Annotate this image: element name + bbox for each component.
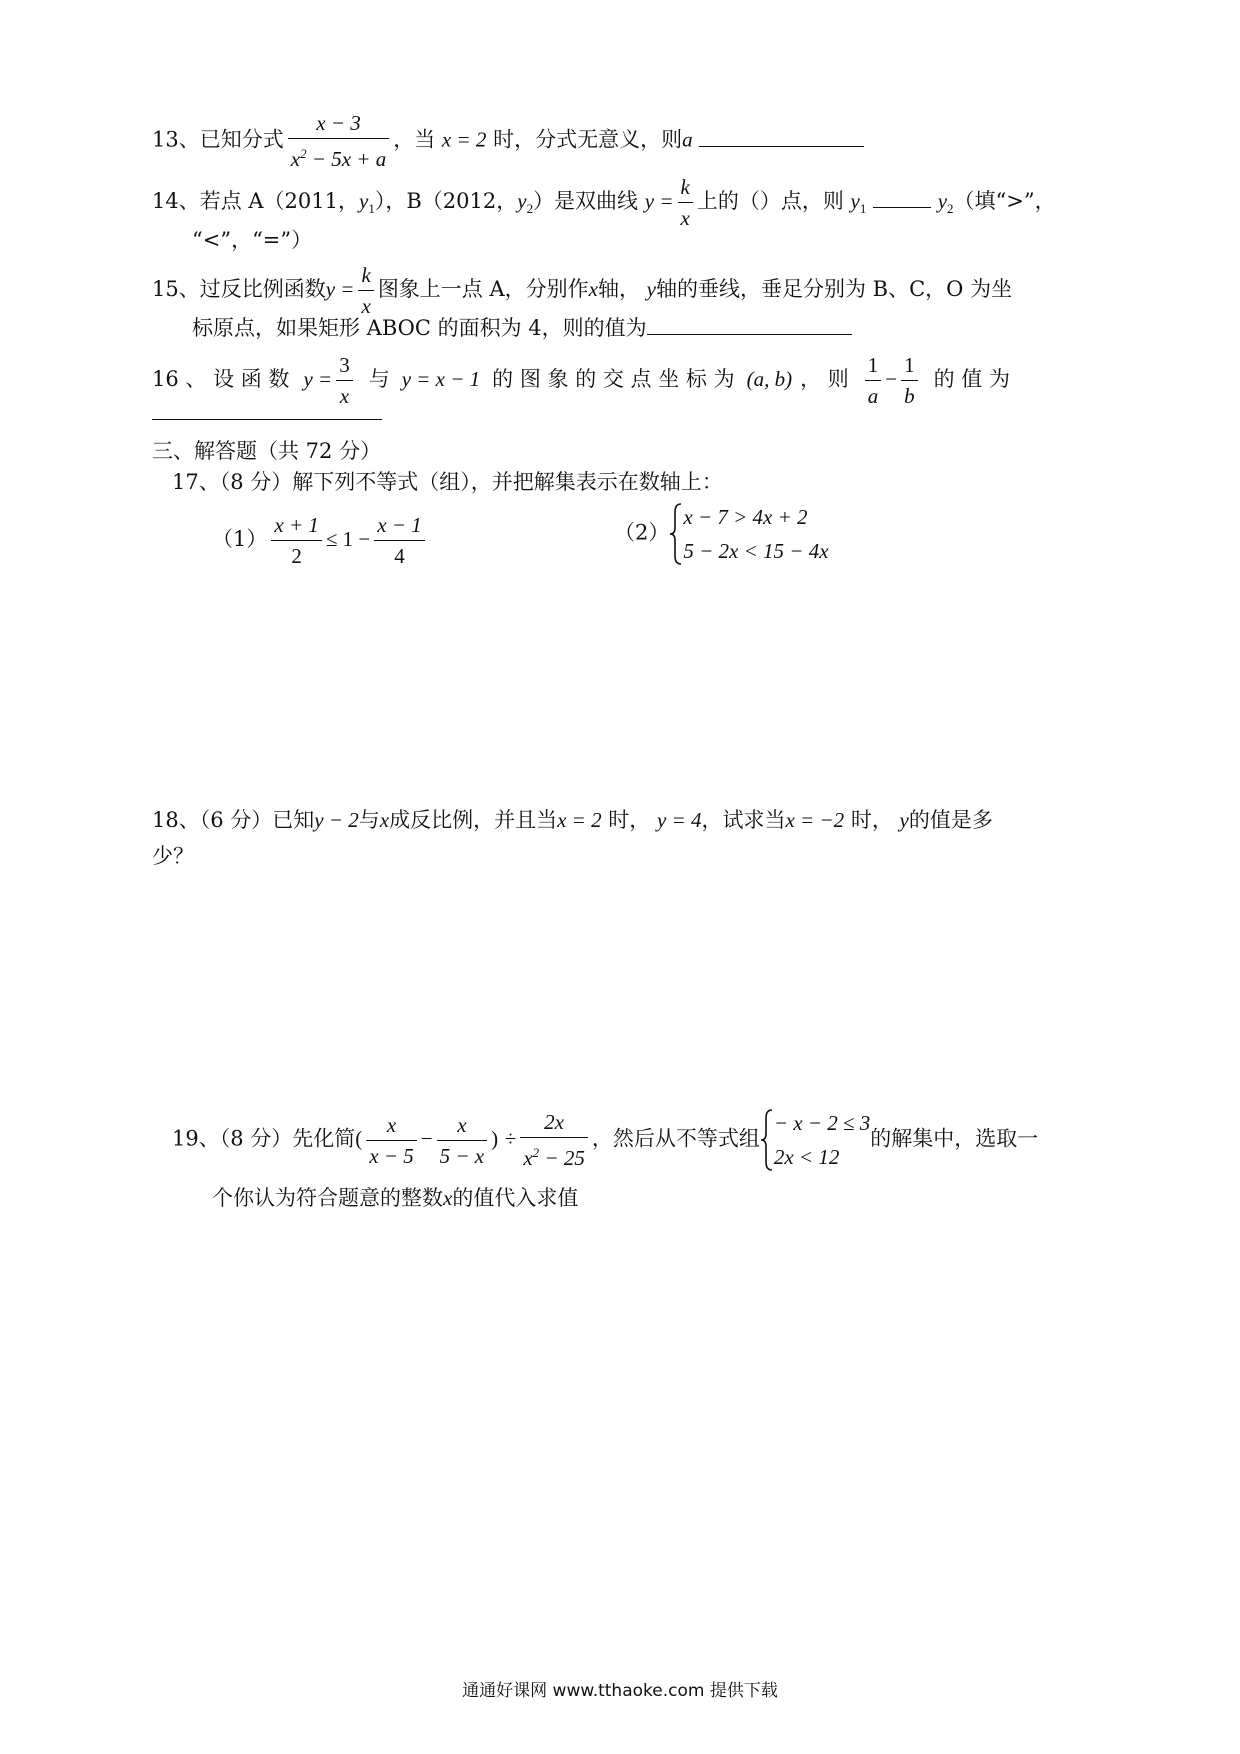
q16-numerator: 3 xyxy=(336,350,353,381)
q15-line2: 标原点，如果矩形 ABOC 的面积为 4，则的值为 xyxy=(192,316,647,340)
q14-prefix: 14、若点 A（2011， xyxy=(152,189,360,213)
q16-fraction-b xyxy=(901,350,918,411)
q18-cond2: y = 4 xyxy=(656,808,702,832)
q14-fraction xyxy=(678,172,693,233)
q15-prefix: 15、过反比例函数 xyxy=(152,277,326,301)
q15-denominator: x xyxy=(361,294,371,318)
q16-function1-lhs: y = xyxy=(303,367,333,391)
section-3-heading: 三、解答题（共 72 分） xyxy=(152,439,382,463)
q18-mid1: 与 xyxy=(358,808,380,832)
q15-mid2: 轴， xyxy=(597,277,640,301)
question-18 xyxy=(152,804,993,834)
q18-tail: 的值是多 xyxy=(908,808,993,832)
q16-frac-b-numerator: 1 xyxy=(901,350,918,381)
q13-post: 时，分式无意义，则 xyxy=(493,127,683,152)
q15-function-lhs: y = xyxy=(325,277,355,301)
q14-mid1: ），B（2012， xyxy=(374,189,518,213)
q17-part1-mid: ≤ 1 − xyxy=(325,527,371,551)
q19-minus: − xyxy=(420,1126,433,1151)
q19-fraction1 xyxy=(366,1110,417,1171)
q19-system-line1: − x − 2 ≤ 3 xyxy=(773,1111,871,1135)
q19-x: x xyxy=(443,1186,453,1210)
q14-y4: y xyxy=(937,189,948,213)
question-19 xyxy=(172,1106,1038,1174)
q19-prefix: 19、（8 分）先化简 xyxy=(172,1126,356,1151)
q17-part1-fraction2 xyxy=(374,510,425,571)
q17-system-line1: x − 7 > 4x + 2 xyxy=(683,505,808,529)
q15-mid: 图象上一点 A，分别作 xyxy=(377,277,589,301)
q16-tail: 的 值 为 xyxy=(933,367,1010,391)
q16-mid2: 的 图 象 的 交 点 坐 标 为 xyxy=(492,367,735,391)
q14-y2: y xyxy=(517,189,527,213)
q16-mid3: ， 则 xyxy=(800,367,849,391)
q17-part2-label: （2） xyxy=(614,520,670,545)
page-footer: 通通好课网 www.tthaoke.com 提供下载 xyxy=(462,1681,778,1701)
q14-y1: y xyxy=(359,189,369,213)
q19-tail: 的解集中，选取一 xyxy=(870,1126,1039,1151)
q19-frac3-denominator: $x^2 - 25$ xyxy=(523,1145,585,1170)
q14-sub4: 2 xyxy=(947,201,954,217)
brace-icon xyxy=(669,502,683,566)
q13-condition: x = 2 xyxy=(441,127,487,152)
q16-denominator: x xyxy=(339,384,350,408)
q13-fraction xyxy=(288,108,390,174)
question-13 xyxy=(152,108,864,174)
q13-prefix: 13、已知分式 xyxy=(152,127,284,152)
q14-line2: “<”，“=”） xyxy=(192,228,313,252)
q17-frac1-numerator: x + 1 xyxy=(271,510,322,541)
q16-function2: y = x − 1 xyxy=(401,367,481,391)
q17-part1-label: （1） xyxy=(212,527,268,551)
q14-denominator: x xyxy=(680,206,690,230)
q16-frac-b-denominator: b xyxy=(904,384,915,408)
q19-frac2-denominator: 5 − x xyxy=(439,1143,485,1168)
q16-mid: 与 xyxy=(368,367,390,391)
q19-left-paren: ( xyxy=(355,1126,363,1151)
q19-divide: ÷ xyxy=(504,1126,517,1151)
q15-tail: 轴的垂线，垂足分别为 B、C，O 为坐 xyxy=(656,277,1013,301)
brace-icon xyxy=(760,1108,774,1172)
q15-x: x xyxy=(588,277,598,301)
q19-mid: ，然后从不等式组 xyxy=(591,1126,760,1151)
q16-answer-blank[interactable] xyxy=(152,419,382,420)
q19-fraction3 xyxy=(520,1107,588,1173)
q14-function-lhs: y = xyxy=(644,189,674,213)
q17-frac2-denominator: 4 xyxy=(394,544,405,568)
q16-fraction xyxy=(336,350,353,411)
q14-sub2: 2 xyxy=(526,201,534,217)
q14-tail: （填“>”， xyxy=(953,189,1056,213)
q15-y: y xyxy=(646,277,656,301)
q13-mid: ，当 xyxy=(393,127,436,152)
q18-y: y xyxy=(899,808,909,832)
q13-denominator: $x^2 - 5x + a$ xyxy=(290,146,387,171)
q17-part1 xyxy=(212,510,429,571)
q15-numerator: k xyxy=(358,260,373,291)
q13-answer-blank[interactable] xyxy=(699,145,864,147)
q17-part2 xyxy=(614,500,829,568)
q17-frac2-numerator: x − 1 xyxy=(374,510,425,541)
q19-system xyxy=(774,1106,870,1174)
q18-expr: y − 2 xyxy=(314,808,359,832)
q19-system-line2: 2x < 12 xyxy=(773,1145,840,1169)
q17-part1-fraction1 xyxy=(271,510,322,571)
q14-mid3: 上的（）点，则 xyxy=(696,189,844,213)
q19-fraction2 xyxy=(437,1110,488,1171)
q17-frac1-denominator: 2 xyxy=(291,544,302,568)
q19-right-paren: ) xyxy=(491,1126,499,1151)
q18-line2: 少？ xyxy=(152,844,194,868)
q19-line2-prefix: 个你认为符合题意的整数 xyxy=(212,1186,443,1210)
q15-line2-wrap xyxy=(192,312,852,342)
question-17-title: 17、（8 分）解下列不等式（组），并把解集表示在数轴上： xyxy=(172,470,723,494)
q14-numerator: k xyxy=(678,172,693,203)
q17-system-line2: 5 − 2x < 15 − 4x xyxy=(683,539,829,563)
q17-system xyxy=(683,500,828,568)
q19-line2-suffix: 的值代入求值 xyxy=(452,1186,579,1210)
q18-prefix: 18、（6 分）已知 xyxy=(152,808,315,832)
q16-fraction-a xyxy=(865,350,882,411)
q14-mid2: ）是双曲线 xyxy=(533,189,639,213)
q14-sub1: 1 xyxy=(368,201,375,217)
q16-minus: − xyxy=(885,367,898,391)
q16-prefix: 16 、 设 函 数 xyxy=(152,367,290,391)
q16-frac-a-numerator: 1 xyxy=(865,350,882,381)
q18-cond1: x = 2 xyxy=(557,808,602,832)
q18-mid4: ，试求当 xyxy=(701,808,786,832)
q18-mid2: 成反比例，并且当 xyxy=(389,808,558,832)
q14-y3: y xyxy=(850,189,860,213)
q19-frac1-numerator: x xyxy=(366,1110,417,1141)
q14-answer-blank[interactable] xyxy=(873,206,931,208)
q19-line2 xyxy=(212,1182,578,1212)
q15-answer-blank[interactable] xyxy=(647,333,852,335)
q19-frac2-numerator: x xyxy=(437,1110,488,1141)
q13-var: a xyxy=(682,127,693,152)
q18-mid5: 时， xyxy=(850,808,893,832)
question-16 xyxy=(152,350,1010,411)
q13-numerator: x − 3 xyxy=(288,108,390,139)
q14-sub3: 1 xyxy=(859,201,867,217)
q19-frac1-denominator: x − 5 xyxy=(369,1143,414,1168)
q19-frac3-numerator: 2x xyxy=(520,1107,588,1138)
q16-frac-a-denominator: a xyxy=(867,384,879,408)
q18-mid3: 时， xyxy=(608,808,651,832)
q18-x: x xyxy=(379,808,390,832)
q16-point: (a, b) xyxy=(746,367,793,391)
q18-cond3: x = −2 xyxy=(785,808,845,832)
